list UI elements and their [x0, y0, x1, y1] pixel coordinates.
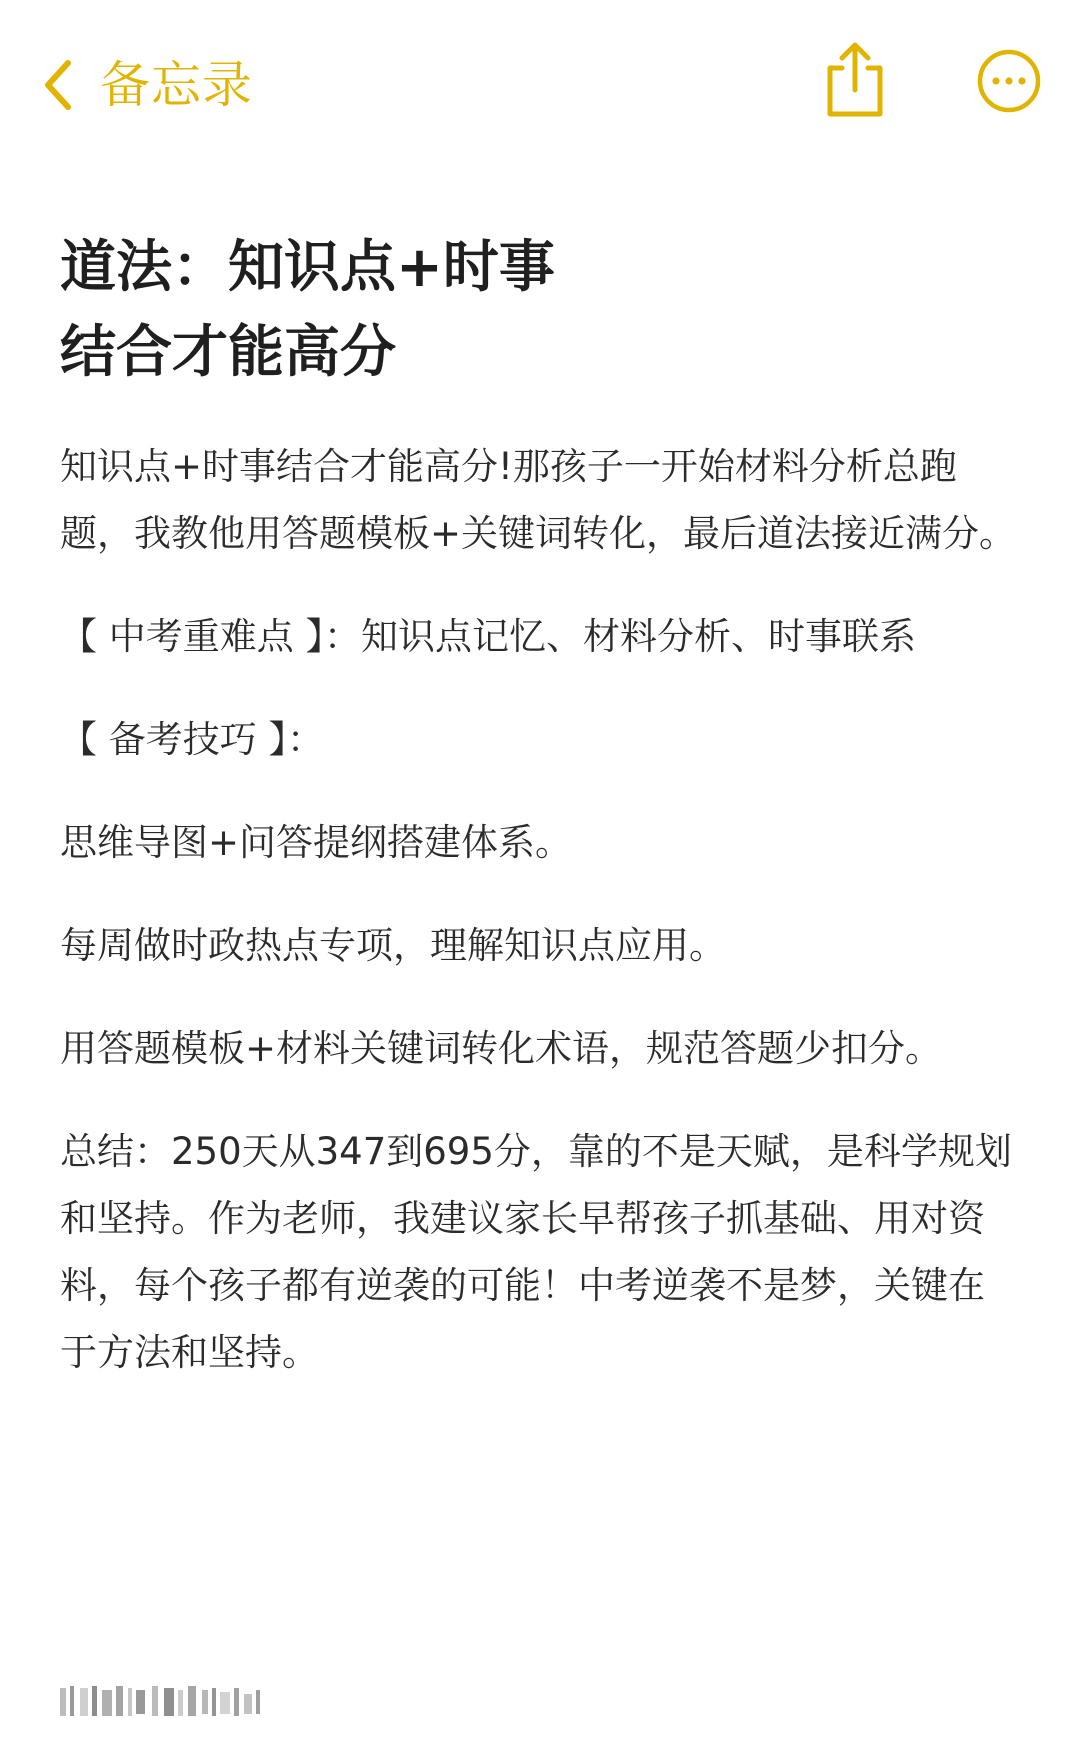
note-body[interactable] — [60, 225, 1020, 1386]
back-button[interactable] — [40, 50, 253, 120]
note-paragraph-tip-1: 思维导图+问答提纲搭建体系。 — [60, 821, 573, 864]
note-title-line-2: 结合才能高分 — [60, 320, 396, 385]
navigation-bar — [0, 0, 1080, 170]
note-title — [60, 225, 1020, 395]
chevron-left-icon — [40, 57, 76, 113]
note-paragraph-summary: 总结：250天从347到695分，靠的不是天赋，是科学规划和坚持。作为老师，我建议家长早帮孩子抓基础、用对资料，每个孩子都有逆袭的可能！中考逆袭不是梦，关键在于方法和坚持。 — [60, 1130, 1012, 1374]
note-paragraph-tips-heading: 【 备考技巧 】： — [60, 718, 325, 761]
share-icon[interactable] — [820, 40, 890, 120]
note-paragraph-key-points: 【 中考重难点 】：知识点记忆、材料分析、时事联系 — [60, 615, 917, 658]
note-paragraph-tip-3: 用答题模板+材料关键词转化术语，规范答题少扣分。 — [60, 1027, 943, 1070]
note-paragraph-tip-2: 每周做时政热点专项，理解知识点应用。 — [60, 924, 726, 967]
note-title-line-1: 道法：知识点+时事 — [60, 235, 555, 300]
ellipsis-circle-icon[interactable] — [976, 48, 1042, 114]
note-paragraph-intro: 知识点+时事结合才能高分!那孩子一开始材料分析总跑题，我教他用答题模板+关键词转化，最后道法接近满分。 — [60, 445, 1017, 555]
back-label: 备忘录 — [100, 56, 253, 114]
redacted-text — [60, 1682, 290, 1722]
